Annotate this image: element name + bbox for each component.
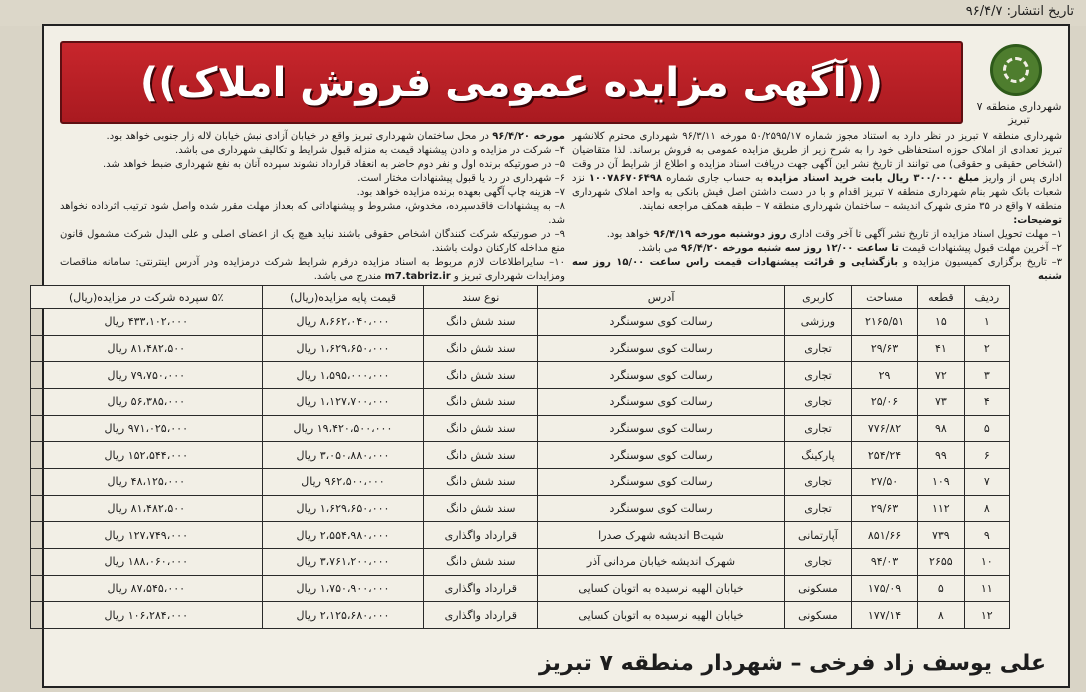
cell-address: رسالت کوی سوسنگرد bbox=[538, 388, 785, 415]
cell-base-price: ۱۹،۴۲۰،۵۰۰،۰۰۰ ریال bbox=[262, 415, 424, 442]
cell-row-number: ۱۰ bbox=[964, 548, 1009, 575]
cell-row-number: ۳ bbox=[964, 362, 1009, 389]
table-row bbox=[31, 362, 1010, 389]
cell-usage: تجاری bbox=[784, 362, 851, 389]
cell-plot: ۷۳۹ bbox=[918, 522, 965, 549]
table-header-row bbox=[31, 286, 1010, 309]
table-row bbox=[31, 309, 1010, 336]
cell-deed-type: قرارداد واگذاری bbox=[424, 575, 538, 602]
cell-row-number: ۲ bbox=[964, 335, 1009, 362]
cell-address: رسالت کوی سوسنگرد bbox=[538, 495, 785, 522]
newspaper-top-strip bbox=[0, 0, 1086, 26]
cell-deposit: ۱۲۷،۷۴۹،۰۰۰ ریال bbox=[31, 522, 263, 549]
cell-deposit: ۸۱،۴۸۲،۵۰۰ ریال bbox=[31, 495, 263, 522]
cell-address: رسالت کوی سوسنگرد bbox=[538, 335, 785, 362]
note-8: ۸– به پیشنهادات فاقدسپرده، مخدوش، مشروط و پیشنهاداتی که بعداز مهلت مقرر شده واصل شود ترتیب اثرداده نخواهد شد. bbox=[60, 201, 565, 226]
cell-deed-type: قرارداد واگذاری bbox=[424, 522, 538, 549]
header-plot: قطعه bbox=[918, 286, 965, 309]
cell-deed-type: سند شش دانگ bbox=[424, 415, 538, 442]
cell-address: رسالت کوی سوسنگرد bbox=[538, 415, 785, 442]
cell-deed-type: سند شش دانگ bbox=[424, 495, 538, 522]
cell-area: ۲۱۶۵/۵۱ bbox=[851, 309, 917, 336]
note-6: ۶– شهرداری در رد یا قبول پیشنهادات مختار است. bbox=[357, 173, 565, 184]
publish-date: تاریخ انتشار: ۹۶/۴/۷ bbox=[965, 4, 1074, 19]
cell-area: ۲۷/۵۰ bbox=[851, 468, 917, 495]
cell-usage: مسکونی bbox=[784, 602, 851, 629]
cell-address: رسالت کوی سوسنگرد bbox=[538, 309, 785, 336]
cell-base-price: ۱،۶۲۹،۶۵۰،۰۰۰ ریال bbox=[262, 335, 424, 362]
table-row bbox=[31, 602, 1010, 629]
cell-area: ۷۷۶/۸۲ bbox=[851, 415, 917, 442]
cell-base-price: ۹۶۲،۵۰۰،۰۰۰ ریال bbox=[262, 468, 424, 495]
cell-base-price: ۸،۶۶۲،۰۴۰،۰۰۰ ریال bbox=[262, 309, 424, 336]
cell-row-number: ۹ bbox=[964, 522, 1009, 549]
signature-line: علی یوسف زاد فرخی – شهردار منطقه ۷ تبریز bbox=[538, 651, 1046, 676]
cell-plot: ۴۱ bbox=[918, 335, 965, 362]
cell-plot: ۷۳ bbox=[918, 388, 965, 415]
header-row-number: ردیف bbox=[964, 286, 1009, 309]
cell-usage: مسکونی bbox=[784, 575, 851, 602]
cell-deed-type: سند شش دانگ bbox=[424, 388, 538, 415]
cell-address: شهرک اندیشه خیابان مردانی آذر bbox=[538, 548, 785, 575]
cell-address: رسالت کوی سوسنگرد bbox=[538, 442, 785, 469]
cell-address: شیتB اندیشه شهرک صدرا bbox=[538, 522, 785, 549]
cell-area: ۱۷۷/۱۴ bbox=[851, 602, 917, 629]
table-row bbox=[31, 442, 1010, 469]
header-area: مساحت bbox=[851, 286, 917, 309]
cell-plot: ۸ bbox=[918, 602, 965, 629]
cell-plot: ۱۱۲ bbox=[918, 495, 965, 522]
tree-emblem-icon bbox=[990, 44, 1042, 96]
cell-plot: ۹۸ bbox=[918, 415, 965, 442]
cell-row-number: ۱ bbox=[964, 309, 1009, 336]
cell-deed-type: سند شش دانگ bbox=[424, 335, 538, 362]
cell-deposit: ۸۱،۴۸۲،۵۰۰ ریال bbox=[31, 335, 263, 362]
cell-plot: ۷۲ bbox=[918, 362, 965, 389]
cell-deposit: ۷۹،۷۵۰،۰۰۰ ریال bbox=[31, 362, 263, 389]
cell-deed-type: سند شش دانگ bbox=[424, 442, 538, 469]
cell-area: ۸۵۱/۶۶ bbox=[851, 522, 917, 549]
cell-address: رسالت کوی سوسنگرد bbox=[538, 468, 785, 495]
cell-plot: ۱۵ bbox=[918, 309, 965, 336]
cell-deed-type: قرارداد واگذاری bbox=[424, 602, 538, 629]
cell-usage: تجاری bbox=[784, 495, 851, 522]
table-row bbox=[31, 522, 1010, 549]
table-row bbox=[31, 495, 1010, 522]
header-usage: کاربری bbox=[784, 286, 851, 309]
cell-deposit: ۴۸،۱۲۵،۰۰۰ ریال bbox=[31, 468, 263, 495]
cell-deed-type: سند شش دانگ bbox=[424, 309, 538, 336]
cell-area: ۱۷۵/۰۹ bbox=[851, 575, 917, 602]
cell-base-price: ۱،۷۵۰،۹۰۰،۰۰۰ ریال bbox=[262, 575, 424, 602]
cell-base-price: ۲،۵۵۴،۹۸۰،۰۰۰ ریال bbox=[262, 522, 424, 549]
note-10: ۱۰– سایراطلاعات لازم مربوط به اسناد مزایده درفرم شرایط شرکت درمزایده ودر آدرس اینترنتی: سامانه مناقصات ومزایدات شهرداری تبریز و m7.tabriz.ir مندرج می باشد. bbox=[60, 257, 565, 282]
cell-plot: ۹۹ bbox=[918, 442, 965, 469]
table-row bbox=[31, 468, 1010, 495]
cell-deposit: ۸۷،۵۴۵،۰۰۰ ریال bbox=[31, 575, 263, 602]
cell-deposit: ۴۳۳،۱۰۲،۰۰۰ ریال bbox=[31, 309, 263, 336]
cell-usage: تجاری bbox=[784, 388, 851, 415]
cell-row-number: ۶ bbox=[964, 442, 1009, 469]
cell-usage: تجاری bbox=[784, 335, 851, 362]
note-2: ۲– آخرین مهلت قبول پیشنهادات قیمت تا ساعت ۱۲/۰۰ روز سه شنبه مورخه ۹۶/۴/۲۰ می باشد. bbox=[638, 243, 1062, 254]
table-row bbox=[31, 548, 1010, 575]
note-5: ۵– در صورتیکه برنده اول و نفر دوم حاضر به انعقاد قرارداد نشوند سپرده آنان به نفع شهرداری ضبط خواهد شد. bbox=[102, 159, 565, 170]
cell-deposit: ۱۵۲،۵۴۴،۰۰۰ ریال bbox=[31, 442, 263, 469]
cell-deposit: ۱۰۶،۲۸۴،۰۰۰ ریال bbox=[31, 602, 263, 629]
note-9: ۹– در صورتیکه شرکت کنندگان اشخاص حقوقی باشند نباید هیچ یک از اعضای اصلی و علی البدل شرکت مشمول قانون منع مداخله کارکنان دولت باشند. bbox=[60, 229, 565, 254]
table-row bbox=[31, 388, 1010, 415]
table-row bbox=[31, 575, 1010, 602]
cell-row-number: ۸ bbox=[964, 495, 1009, 522]
website-link[interactable]: m7.tabriz.ir bbox=[384, 271, 451, 282]
logo-label: شهرداری منطقه ۷ تبریز bbox=[976, 100, 1062, 126]
cell-usage: تجاری bbox=[784, 548, 851, 575]
ad-title: ((آگهی مزایده عمومی فروش املاک)) bbox=[139, 59, 884, 106]
cell-row-number: ۴ bbox=[964, 388, 1009, 415]
header-deed-type: نوع سند bbox=[424, 286, 538, 309]
conditions-column bbox=[60, 130, 565, 284]
cell-address: رسالت کوی سوسنگرد bbox=[538, 362, 785, 389]
cell-address: خیابان الهیه نرسیده به اتوبان کسایی bbox=[538, 602, 785, 629]
cell-usage: آپارتمانی bbox=[784, 522, 851, 549]
cell-address: خیابان الهیه نرسیده به اتوبان کسایی bbox=[538, 575, 785, 602]
note-7: ۷– هزینه چاپ آگهی بعهده برنده مزایده خواهد بود. bbox=[356, 187, 565, 198]
table-body bbox=[31, 309, 1010, 629]
cell-deed-type: سند شش دانگ bbox=[424, 362, 538, 389]
title-banner bbox=[60, 41, 963, 124]
note-1: ۱– مهلت تحویل اسناد مزایده از تاریخ نشر آگهی تا آخر وقت اداری روز دوشنبه مورخه ۹۶/۴/۱۹ خواهد بود. bbox=[606, 229, 1062, 240]
header-deposit: ۵٪ سپرده شرکت در مزایده(ریال) bbox=[31, 286, 263, 309]
cell-base-price: ۱،۱۲۷،۷۰۰،۰۰۰ ریال bbox=[262, 388, 424, 415]
cell-base-price: ۳،۰۵۰،۸۸۰،۰۰۰ ریال bbox=[262, 442, 424, 469]
cell-deed-type: سند شش دانگ bbox=[424, 548, 538, 575]
cell-row-number: ۱۱ bbox=[964, 575, 1009, 602]
table-row bbox=[31, 415, 1010, 442]
note-3: ۳– تاریخ برگزاری کمیسیون مزایده و بازگشایی و قرائت پیشنهادات قیمت راس ساعت ۱۵/۰۰ روز سه شنبه bbox=[572, 257, 1062, 282]
cell-row-number: ۷ bbox=[964, 468, 1009, 495]
cell-row-number: ۵ bbox=[964, 415, 1009, 442]
cell-deed-type: سند شش دانگ bbox=[424, 468, 538, 495]
cell-plot: ۱۰۹ bbox=[918, 468, 965, 495]
note-4: ۴– شرکت در مزایده و دادن پیشنهاد قیمت به منزله قبول شرایط و تکالیف شهرداری می باشد. bbox=[175, 145, 565, 156]
cell-area: ۲۹/۶۳ bbox=[851, 495, 917, 522]
cell-plot: ۵ bbox=[918, 575, 965, 602]
cell-base-price: ۱،۵۹۵،۰۰۰،۰۰۰ ریال bbox=[262, 362, 424, 389]
cell-base-price: ۱،۶۲۹،۶۵۰،۰۰۰ ریال bbox=[262, 495, 424, 522]
cell-area: ۲۵/۰۶ bbox=[851, 388, 917, 415]
cell-plot: ۲۶۵۵ bbox=[918, 548, 965, 575]
properties-table bbox=[30, 285, 1010, 629]
cell-deposit: ۹۷۱،۰۲۵،۰۰۰ ریال bbox=[31, 415, 263, 442]
municipality-logo bbox=[974, 42, 1064, 142]
note-3-continued: مورخه ۹۶/۴/۲۰ در محل ساختمان شهرداری تبریز واقع در خیابان آزادی نبش خیابان لاله زار جنوبی خواهد بود. bbox=[106, 131, 565, 142]
cell-usage: تجاری bbox=[784, 415, 851, 442]
notes-heading: توضیحات: bbox=[1013, 215, 1062, 226]
cell-area: ۲۹/۶۳ bbox=[851, 335, 917, 362]
cell-area: ۲۵۴/۲۴ bbox=[851, 442, 917, 469]
header-address: آدرس bbox=[538, 286, 785, 309]
header-base-price: قیمت پایه مزایده(ریال) bbox=[262, 286, 424, 309]
cell-base-price: ۲،۱۲۵،۶۸۰،۰۰۰ ریال bbox=[262, 602, 424, 629]
intro-paragraph: شهرداری منطقه ۷ تبریز در نظر دارد به استناد مجوز شماره ۵۰/۲۵۹۵/۱۷ مورخه ۹۶/۳/۱۱ شهرداری محترم کلانشهر تبریز تعدادی از املاک حوزه استحفاظی خود را به شرح زیر از طریق مزایده عمومی به فروش برساند. لذا متقاضیان (اشخاص حقیقی و حقوقی) می توانند از تاریخ نشر این آگهی جهت دریافت اسناد مزایده و اطلاع از شرایط آن در وقت اداری پس از واریز مبلغ ۳۰۰/۰۰۰ ریال بابت خرید اسناد مزایده به حساب جاری شماره ۱۰۰۷۸۶۷۰۶۴۹۸ نزد شعبات بانک شهر بنام شهرداری منطقه ۷ تبریز اقدام و با در دست داشتن اصل فیش بانکی به واحد املاک شهرداری منطقه ۷ واقع در ۳۵ متری شهرک اندیشه – ساختمان شهرداری منطقه ۷ – طبقه همکف مراجعه نمایند. bbox=[572, 131, 1062, 212]
cell-base-price: ۳،۷۶۱،۲۰۰،۰۰۰ ریال bbox=[262, 548, 424, 575]
cell-area: ۲۹ bbox=[851, 362, 917, 389]
table-row bbox=[31, 335, 1010, 362]
cell-usage: تجاری bbox=[784, 468, 851, 495]
cell-area: ۹۴/۰۳ bbox=[851, 548, 917, 575]
cell-deposit: ۱۸۸،۰۶۰،۰۰۰ ریال bbox=[31, 548, 263, 575]
cell-row-number: ۱۲ bbox=[964, 602, 1009, 629]
cell-deposit: ۵۶،۳۸۵،۰۰۰ ریال bbox=[31, 388, 263, 415]
cell-usage: پارکینگ bbox=[784, 442, 851, 469]
intro-column bbox=[572, 130, 1062, 284]
cell-usage: ورزشی bbox=[784, 309, 851, 336]
